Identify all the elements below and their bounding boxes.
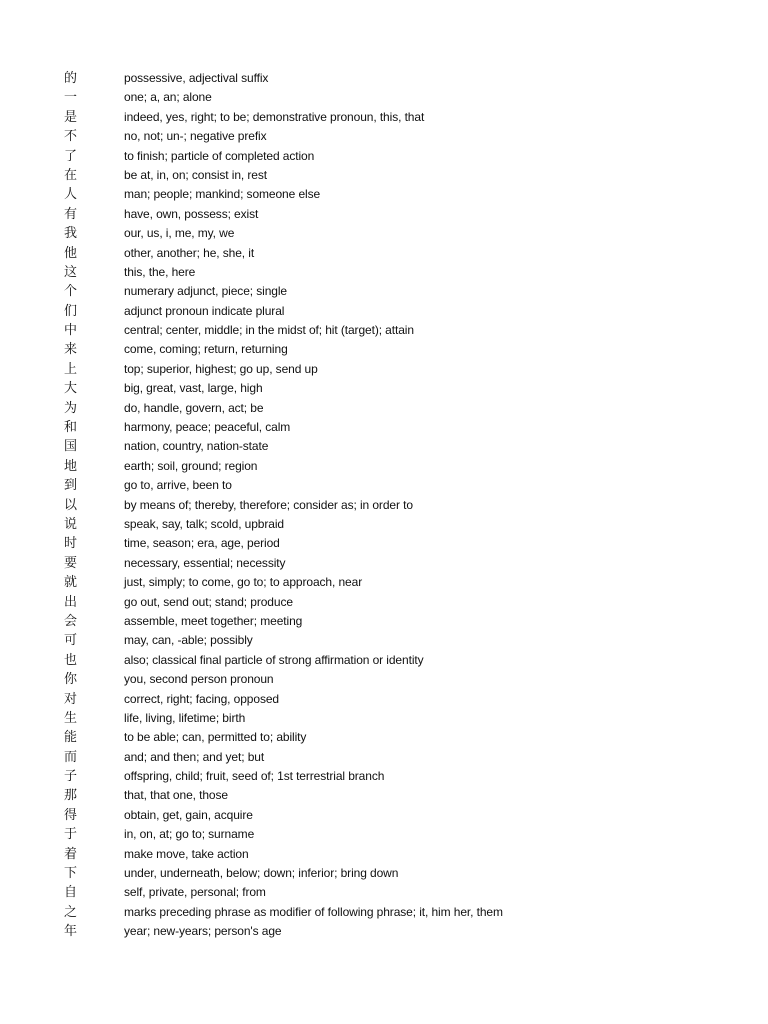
chinese-character: 下	[64, 866, 78, 882]
english-meaning: life, living, lifetime; birth	[124, 710, 246, 725]
list-item	[64, 69, 724, 88]
chinese-character: 着	[64, 846, 78, 862]
list-item	[64, 748, 724, 767]
chinese-character: 可	[64, 633, 78, 649]
list-item	[64, 379, 724, 398]
chinese-character: 个	[64, 284, 78, 300]
list-item	[64, 554, 724, 573]
chinese-character: 来	[64, 342, 78, 358]
english-meaning: in, on, at; go to; surname	[124, 827, 255, 842]
chinese-character: 到	[64, 478, 78, 494]
chinese-character: 就	[64, 575, 78, 591]
list-item	[64, 108, 724, 127]
chinese-character: 他	[64, 245, 78, 261]
english-meaning: indeed, yes, right; to be; demonstrative pronoun, this, that	[124, 109, 425, 124]
english-meaning: our, us, i, me, my, we	[124, 226, 235, 241]
english-meaning: no, not; un-; negative prefix	[124, 129, 267, 144]
list-item	[64, 476, 724, 495]
list-item	[64, 903, 724, 922]
chinese-character: 了	[64, 148, 78, 164]
list-item	[64, 418, 724, 437]
chinese-character: 年	[64, 924, 78, 940]
list-item	[64, 534, 724, 553]
english-meaning: self, private, personal; from	[124, 885, 266, 900]
chinese-character: 说	[64, 516, 78, 532]
english-meaning: harmony, peace; peaceful, calm	[124, 420, 291, 435]
list-item	[64, 845, 724, 864]
english-meaning: that, that one, those	[124, 788, 228, 803]
list-item	[64, 496, 724, 515]
english-meaning: one; a, an; alone	[124, 90, 212, 105]
chinese-character: 得	[64, 807, 78, 823]
english-meaning: may, can, -able; possibly	[124, 633, 253, 648]
list-item	[64, 88, 724, 107]
list-item	[64, 709, 724, 728]
english-meaning: year; new-years; person's age	[124, 924, 282, 939]
chinese-character: 以	[64, 497, 78, 513]
list-item	[64, 515, 724, 534]
english-meaning: under, underneath, below; down; inferior; bring down	[124, 866, 399, 881]
english-meaning: come, coming; return, returning	[124, 342, 288, 357]
list-item	[64, 302, 724, 321]
chinese-character: 们	[64, 303, 78, 319]
english-meaning: numerary adjunct, piece; single	[124, 284, 287, 299]
list-item	[64, 864, 724, 883]
chinese-character: 国	[64, 439, 78, 455]
english-meaning: this, the, here	[124, 264, 196, 279]
chinese-character: 这	[64, 264, 78, 280]
chinese-character: 在	[64, 167, 78, 183]
chinese-character: 为	[64, 400, 78, 416]
chinese-character: 一	[64, 90, 78, 106]
chinese-character: 的	[64, 71, 78, 86]
list-item	[64, 728, 724, 747]
chinese-character: 能	[64, 730, 78, 746]
chinese-character: 不	[64, 129, 78, 145]
english-meaning: top; superior, highest; go up, send up	[124, 361, 318, 376]
chinese-character: 出	[64, 594, 78, 610]
chinese-character: 地	[64, 458, 78, 474]
english-meaning: obtain, get, gain, acquire	[124, 807, 253, 822]
english-meaning: adjunct pronoun indicate plural	[124, 303, 285, 318]
english-meaning: and; and then; and yet; but	[124, 749, 265, 764]
chinese-character: 自	[64, 885, 78, 901]
chinese-character: 要	[64, 555, 78, 571]
list-item	[64, 670, 724, 689]
chinese-character: 人	[64, 187, 78, 203]
english-meaning: other, another; he, she, it	[124, 245, 255, 260]
english-meaning: earth; soil, ground; region	[124, 458, 258, 473]
chinese-character: 是	[64, 109, 78, 125]
list-item	[64, 244, 724, 263]
english-meaning: you, second person pronoun	[124, 672, 274, 687]
chinese-character: 也	[64, 652, 78, 668]
chinese-character: 对	[64, 691, 78, 707]
list-item	[64, 457, 724, 476]
list-item	[64, 767, 724, 786]
list-item	[64, 612, 724, 631]
list-item	[64, 651, 724, 670]
english-meaning: go out, send out; stand; produce	[124, 594, 293, 609]
english-meaning: assemble, meet together; meeting	[124, 613, 303, 628]
list-item	[64, 690, 724, 709]
list-item	[64, 631, 724, 650]
english-meaning: man; people; mankind; someone else	[124, 187, 321, 202]
english-meaning: also; classical final particle of strong affirmation or identity	[124, 652, 424, 667]
list-item	[64, 360, 724, 379]
list-item	[64, 806, 724, 825]
english-meaning: have, own, possess; exist	[124, 206, 259, 221]
list-item	[64, 127, 724, 146]
english-meaning: offspring, child; fruit, seed of; 1st terrestrial branch	[124, 769, 385, 784]
list-item	[64, 166, 724, 185]
chinese-character: 上	[64, 361, 78, 377]
english-meaning: by means of; thereby, therefore; consider as; in order to	[124, 497, 413, 512]
list-item	[64, 205, 724, 224]
list-item	[64, 321, 724, 340]
english-meaning: central; center, middle; in the midst of; hit (target); attain	[124, 323, 414, 338]
english-meaning: to finish; particle of completed action	[124, 148, 315, 163]
english-meaning: go to, arrive, been to	[124, 478, 232, 493]
list-item	[64, 573, 724, 592]
english-meaning: time, season; era, age, period	[124, 536, 280, 551]
english-meaning: speak, say, talk; scold, upbraid	[124, 516, 284, 531]
chinese-character: 和	[64, 420, 78, 436]
list-item	[64, 922, 724, 941]
list-item	[64, 437, 724, 456]
english-meaning: just, simply; to come, go to; to approach, near	[124, 575, 363, 590]
list-item	[64, 883, 724, 902]
english-meaning: marks preceding phrase as modifier of following phrase; it, him her, them	[124, 904, 503, 919]
list-item	[64, 185, 724, 204]
chinese-character: 你	[64, 672, 78, 688]
chinese-character: 生	[64, 710, 78, 726]
english-meaning: nation, country, nation-state	[124, 439, 269, 454]
chinese-character: 中	[64, 323, 78, 339]
list-item	[64, 825, 724, 844]
chinese-character: 于	[64, 827, 78, 843]
chinese-character: 子	[64, 769, 78, 785]
english-meaning: necessary, essential; necessity	[124, 555, 286, 570]
chinese-character: 而	[64, 749, 78, 765]
english-meaning: be at, in, on; consist in, rest	[124, 167, 267, 182]
english-meaning: correct, right; facing, opposed	[124, 691, 279, 706]
character-list	[64, 69, 724, 942]
list-item	[64, 399, 724, 418]
chinese-character: 会	[64, 613, 78, 629]
list-item	[64, 263, 724, 282]
chinese-character: 之	[64, 904, 78, 920]
chinese-character: 有	[64, 206, 78, 222]
list-item	[64, 224, 724, 243]
english-meaning: big, great, vast, large, high	[124, 381, 263, 396]
list-item	[64, 340, 724, 359]
list-item	[64, 282, 724, 301]
chinese-character: 大	[64, 381, 78, 397]
english-meaning: possessive, adjectival suffix	[124, 71, 269, 85]
chinese-character: 我	[64, 226, 78, 242]
english-meaning: make move, take action	[124, 846, 249, 861]
chinese-character: 时	[64, 536, 78, 552]
english-meaning: to be able; can, permitted to; ability	[124, 730, 307, 745]
chinese-character: 那	[64, 788, 78, 804]
english-meaning: do, handle, govern, act; be	[124, 400, 264, 415]
list-item	[64, 786, 724, 805]
list-item	[64, 593, 724, 612]
list-item	[64, 147, 724, 166]
